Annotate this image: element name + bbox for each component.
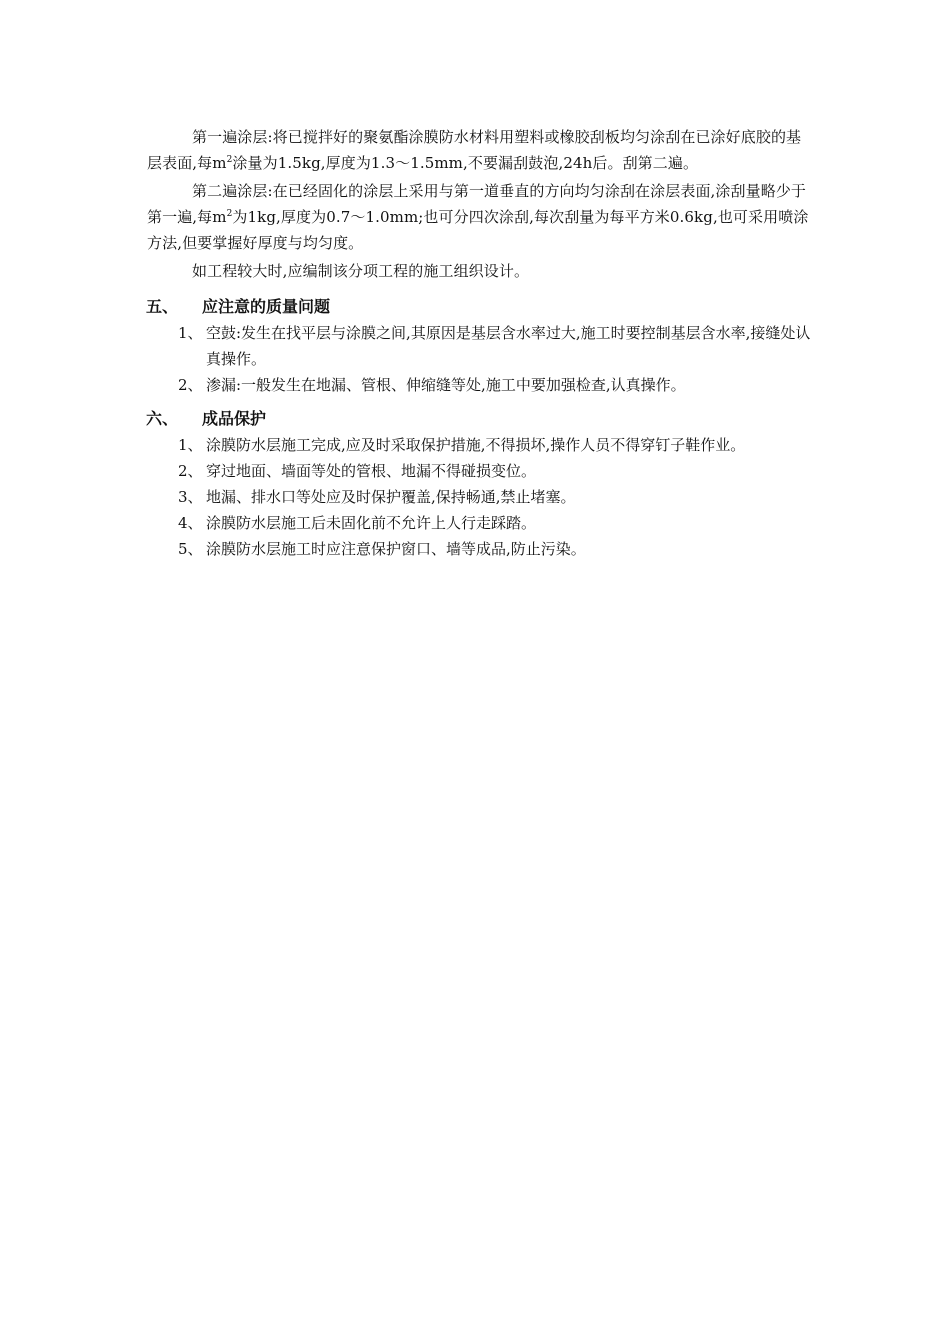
paragraph-large-project: 如工程较大时,应编制该分项工程的施工组织设计。 xyxy=(192,262,530,280)
paragraph-first-coat xyxy=(147,124,812,176)
list-item-number: 3、 xyxy=(178,488,203,506)
section-heading-quality xyxy=(146,296,330,318)
superscript-square: 2 xyxy=(226,155,233,165)
list-item xyxy=(178,536,813,562)
list-item-number: 1、 xyxy=(178,324,203,342)
paragraph-first-coat-text-a: 第一遍涂层:将已搅拌好的聚氨酯涂膜防水材料用塑料或橡胶刮板均匀涂刮在已涂好底胶的基层表面,每m xyxy=(147,128,802,172)
list-item xyxy=(178,320,813,372)
list-item-text: 穿过地面、墙面等处的管根、地漏不得碰损变位。 xyxy=(206,462,537,480)
list-item xyxy=(178,458,813,484)
paragraph-second-coat-text-b: 为1kg,厚度为0.7～1.0mm;也可分四次涂刮,每次刮量为每平方米0.6kg,也可采用喷涂方法,但要掌握好厚度与均匀度。 xyxy=(147,208,809,252)
list-item-text: 空鼓:发生在找平层与涂膜之间,其原因是基层含水率过大,施工时要控制基层含水率,接缝处认真操作。 xyxy=(206,324,811,368)
section-title: 成品保护 xyxy=(202,409,267,428)
list-item-text: 渗漏:一般发生在地漏、管根、伸缩缝等处,施工中要加强检查,认真操作。 xyxy=(206,376,686,394)
list-item-number: 5、 xyxy=(178,540,203,558)
list-item xyxy=(178,510,813,536)
list-item xyxy=(178,432,813,458)
list-item-number: 1、 xyxy=(178,436,203,454)
section-number: 六、 xyxy=(146,409,179,428)
list-item-text: 地漏、排水口等处应及时保护覆盖,保持畅通,禁止堵塞。 xyxy=(206,488,576,506)
section-heading-protection xyxy=(146,408,266,430)
paragraph-second-coat-text-a: 第二遍涂层:在已经固化的涂层上采用与第一道垂直的方向均匀涂刮在涂层表面,涂刮量略少于第一遍,每m xyxy=(147,182,807,226)
list-item-text: 涂膜防水层施工后未固化前不允许上人行走踩踏。 xyxy=(206,514,537,532)
section-title: 应注意的质量问题 xyxy=(202,297,331,316)
paragraph-second-coat xyxy=(147,178,812,256)
section-number: 五、 xyxy=(146,297,179,316)
superscript-square: 2 xyxy=(226,209,233,219)
list-item xyxy=(178,484,813,510)
list-item-text: 涂膜防水层施工时应注意保护窗口、墙等成品,防止污染。 xyxy=(206,540,586,558)
paragraph-first-coat-text-b: 涂量为1.5kg,厚度为1.3～1.5mm,不要漏刮鼓泡,24h后。刮第二遍。 xyxy=(232,154,699,172)
list-item-number: 2、 xyxy=(178,462,203,480)
list-item-text: 涂膜防水层施工完成,应及时采取保护措施,不得损坏,操作人员不得穿钉子鞋作业。 xyxy=(206,436,746,454)
list-item-number: 2、 xyxy=(178,376,203,394)
list-item-number: 4、 xyxy=(178,514,203,532)
list-item xyxy=(178,372,813,398)
